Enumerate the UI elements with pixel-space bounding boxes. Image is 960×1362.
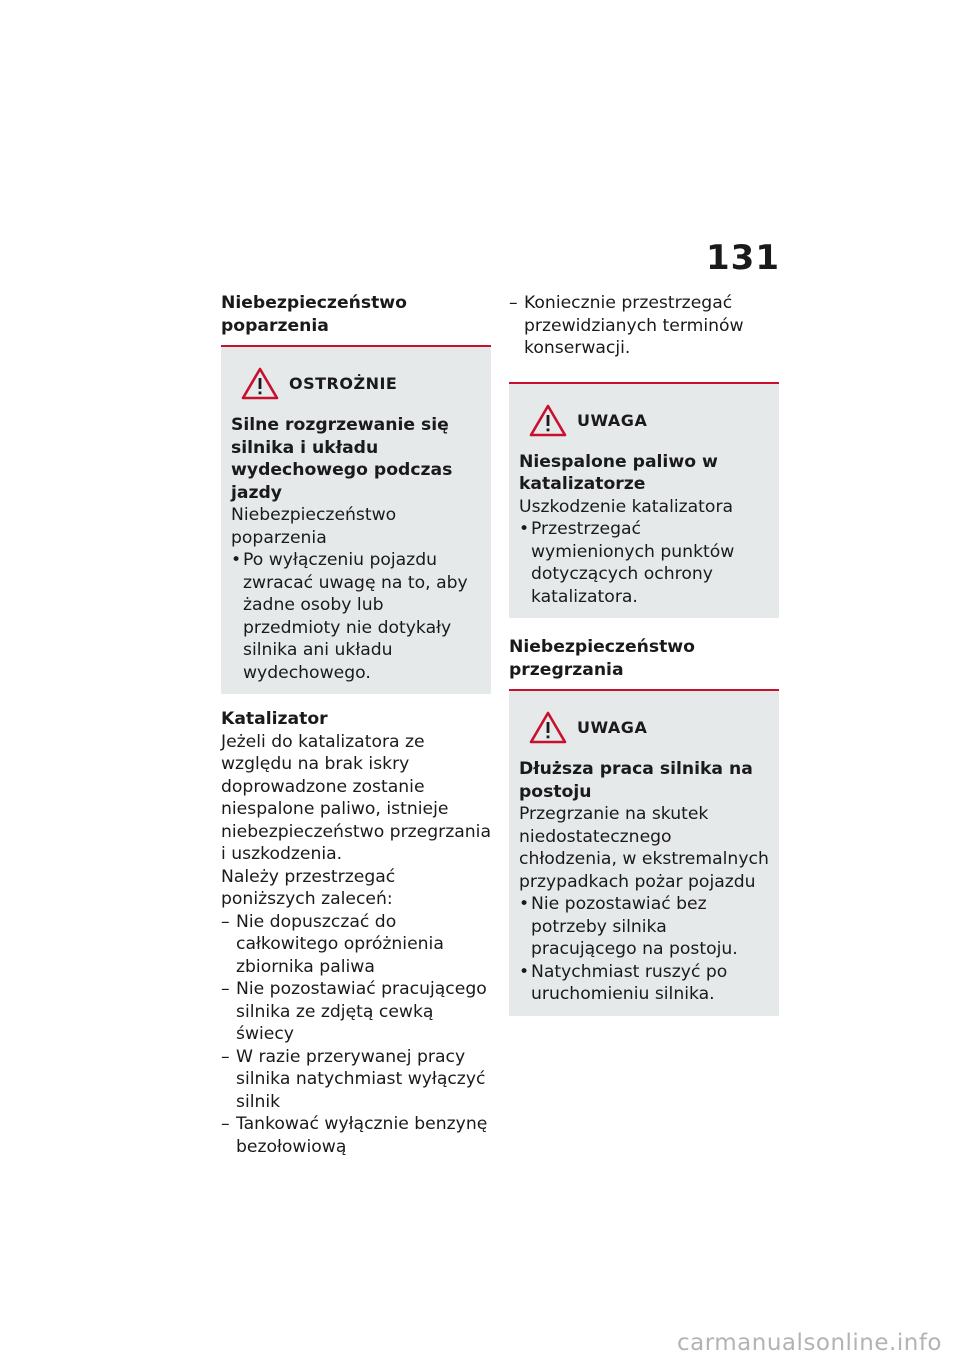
list-item: – W razie przerywanej pracy silnika natychmiast wyłączyć silnik (221, 1046, 486, 1112)
warning-text: Przegrzanie na skutek niedostatecznego chłodzenia, w ekstremalnych przypadkach pożar pojazdu (519, 804, 769, 892)
list-item: • Po wyłączeniu pojazdu zwracać uwagę na to, aby żadne osoby lub przedmioty nie dotykały silnika ani układu wydechowego. (231, 550, 468, 683)
list-item: – Nie dopuszczać do całkowitego opróżnienia zbiornika paliwa (221, 911, 444, 977)
warning-text: Uszkodzenie katalizatora (519, 496, 734, 517)
list-item: – Nie pozostawiać pracującego silnika ze zdjętą cewką świecy (221, 979, 487, 1044)
warning-label: UWAGA (577, 718, 648, 737)
list-item: – Tankować wyłącznie benzynę bezołowiową (221, 1114, 488, 1157)
warning-label: UWAGA (577, 410, 648, 430)
caution-box (221, 347, 491, 694)
warning-header (519, 711, 769, 744)
right-column (509, 288, 779, 1016)
list-item: • Natychmiast ruszyć po uruchomieniu silnika. (519, 961, 728, 1004)
warning-triangle-icon (529, 711, 567, 744)
caution-title: Silne rozgrzewanie się silnika i układu wydechowego podczas jazdy (231, 415, 453, 503)
recommend-text: Należy przestrzegać poniższych zaleceń: (221, 866, 396, 909)
caution-label: OSTROŻNIE (289, 374, 398, 393)
watermark: carmanualsonline.info (676, 1330, 942, 1356)
page-number: 131 (706, 238, 780, 278)
warning-triangle-icon (241, 367, 279, 400)
katalizator-text: Jeżeli do katalizatora ze względu na brak iskry doprowadzone zostanie niespalone paliwo, istnieje niebezpieczeństwo przegrzania i uszkodzenia. (221, 731, 491, 864)
caution-header (231, 367, 481, 400)
maintenance-list (509, 292, 779, 360)
warning-header (519, 404, 769, 437)
recommend-list (221, 911, 491, 1159)
katalizator-heading: Katalizator (221, 709, 328, 729)
left-column (221, 288, 491, 1158)
section-title-burn: Niebezpieczeństwo poparzenia (221, 288, 491, 347)
section-title-overheat: Niebezpieczeństwo przegrzania (509, 632, 779, 691)
warning-bullets (519, 893, 769, 1006)
warning-triangle-icon (529, 404, 567, 437)
warning-title: Dłuższa praca silnika na postoju (519, 759, 753, 802)
warning-box-overheat (509, 691, 779, 1016)
warning-box-catalyst (509, 382, 779, 619)
list-item: – Koniecznie przestrzegać przewidzianych terminów konserwacji. (509, 293, 744, 358)
warning-bullets (519, 518, 769, 608)
list-item: • Przestrzegać wymienionych punktów dotyczących ochrony katalizatora. (519, 519, 735, 607)
caution-bullets (231, 549, 481, 684)
list-item: • Nie pozostawiać bez potrzeby silnika pracującego na postoju. (519, 894, 738, 959)
warning-title: Niespalone paliwo w katalizatorze (519, 451, 718, 494)
caution-text: Niebezpieczeństwo poparzenia (231, 505, 397, 548)
